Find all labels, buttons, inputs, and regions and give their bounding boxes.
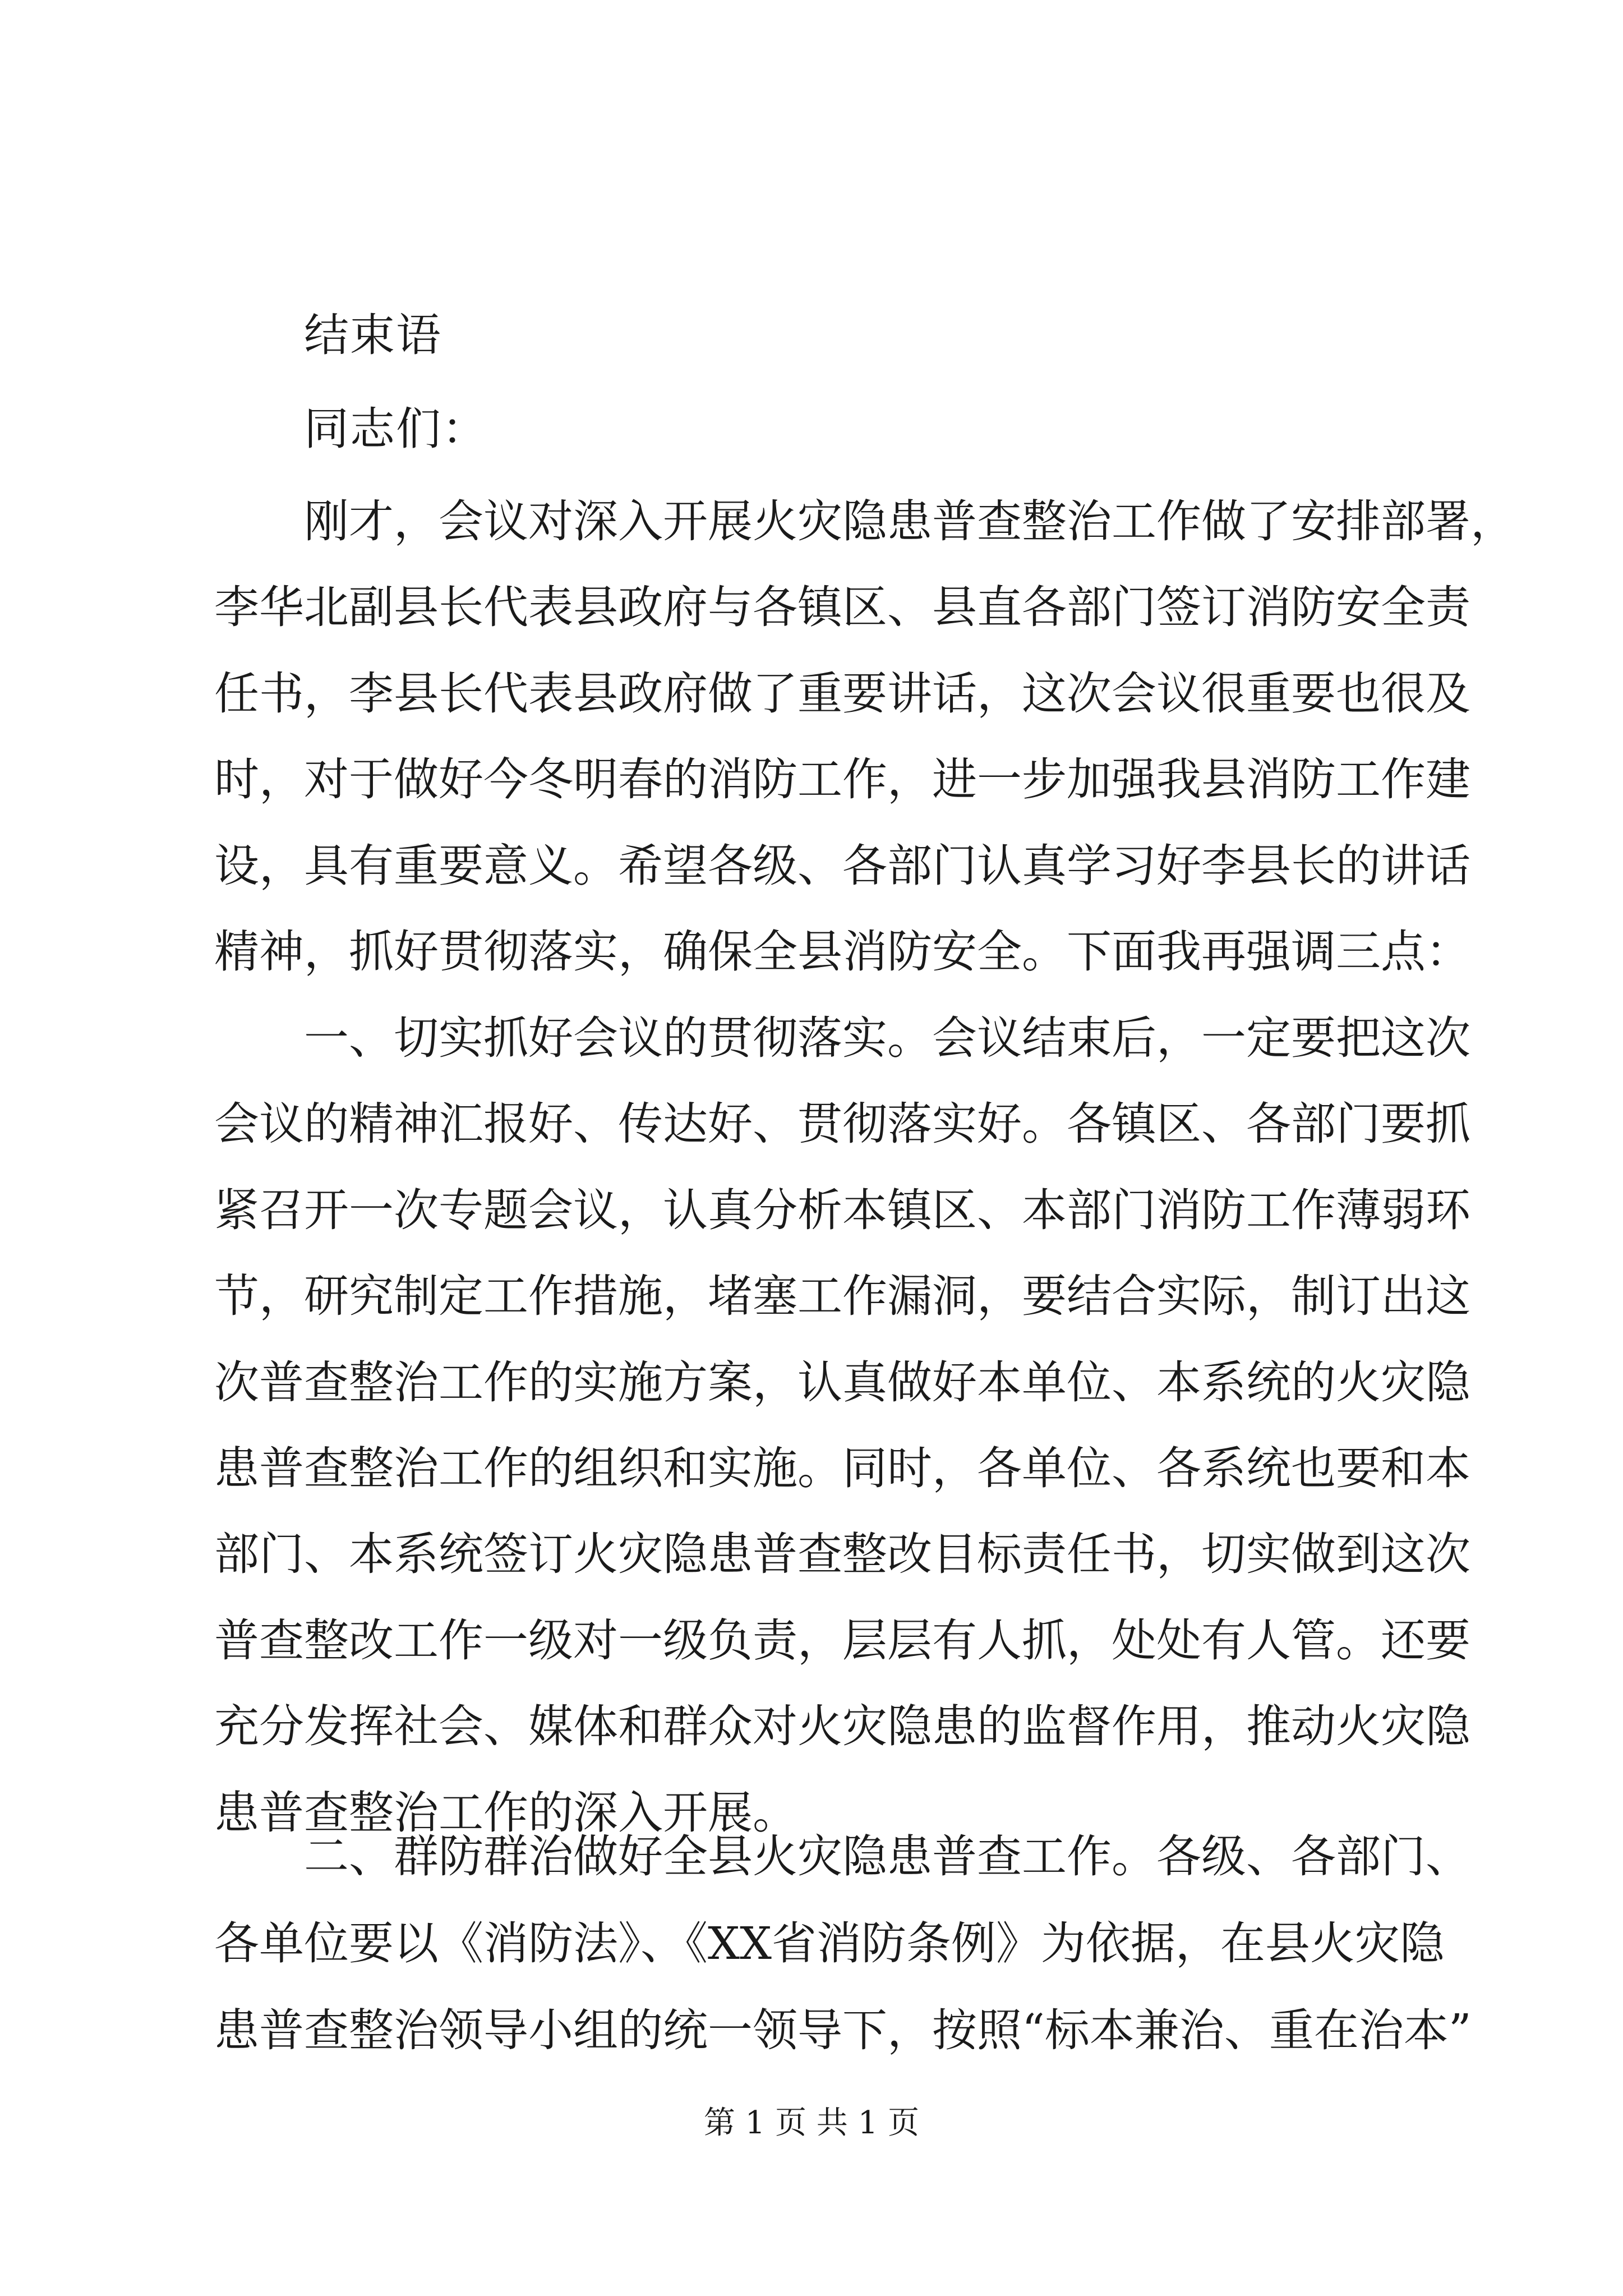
- body-line: 精神，抓好贯彻落实，确保全县消防安全。下面我再强调三点：: [214, 926, 1470, 978]
- body-line: 普查整改工作一级对一级负责，层层有人抓，处处有人管。还要: [214, 1614, 1470, 1667]
- salutation: 同志们：: [304, 403, 488, 455]
- body-line: 各单位要以《消防法》、《XX省消防条例》为依据，在县火灾隐: [214, 1917, 1445, 1970]
- body-line: 患普查整治领导小组的统一领导下，按照“标本兼治、重在治本”: [214, 2004, 1472, 2056]
- body-line: 李华北副县长代表县政府与各镇区、县直各部门签订消防安全责: [214, 581, 1470, 633]
- body-line: 充分发挥社会、媒体和群众对火灾隐患的监督作用，推动火灾隐: [214, 1700, 1470, 1752]
- body-line: 二、群防群治做好全县火灾隐患普查工作。各级、各部门、: [304, 1830, 1470, 1883]
- body-line: 时，对于做好今冬明春的消防工作，进一步加强我县消防工作建: [214, 753, 1470, 806]
- page-footer: 第 1 页 共 1 页: [703, 2105, 920, 2141]
- body-line: 紧召开一次专题会议，认真分析本镇区、本部门消防工作薄弱环: [214, 1184, 1470, 1236]
- body-line: 次普查整治工作的实施方案，认真做好本单位、本系统的火灾隐: [214, 1356, 1470, 1409]
- body-line: 刚才，会议对深入开展火灾隐患普查整治工作做了安排部署，: [304, 495, 1515, 547]
- body-line: 任书，李县长代表县政府做了重要讲话，这次会议很重要也很及: [214, 668, 1470, 720]
- body-line: 一、切实抓好会议的贯彻落实。会议结束后，一定要把这次: [304, 1012, 1470, 1064]
- body-line: 设，具有重要意义。希望各级、各部门认真学习好李县长的讲话: [214, 840, 1470, 892]
- body-line: 会议的精神汇报好、传达好、贯彻落实好。各镇区、各部门要抓: [214, 1098, 1470, 1150]
- body-line: 节，研究制定工作措施，堵塞工作漏洞，要结合实际，制订出这: [214, 1270, 1470, 1322]
- body-line: 患普查整治工作的组织和实施。同时，各单位、各系统也要和本: [214, 1442, 1470, 1494]
- document-title: 结束语: [304, 309, 442, 361]
- body-line: 部门、本系统签订火灾隐患普查整改目标责任书，切实做到这次: [214, 1528, 1470, 1580]
- body-line: 患普查整治工作的深入开展。: [214, 1787, 797, 1839]
